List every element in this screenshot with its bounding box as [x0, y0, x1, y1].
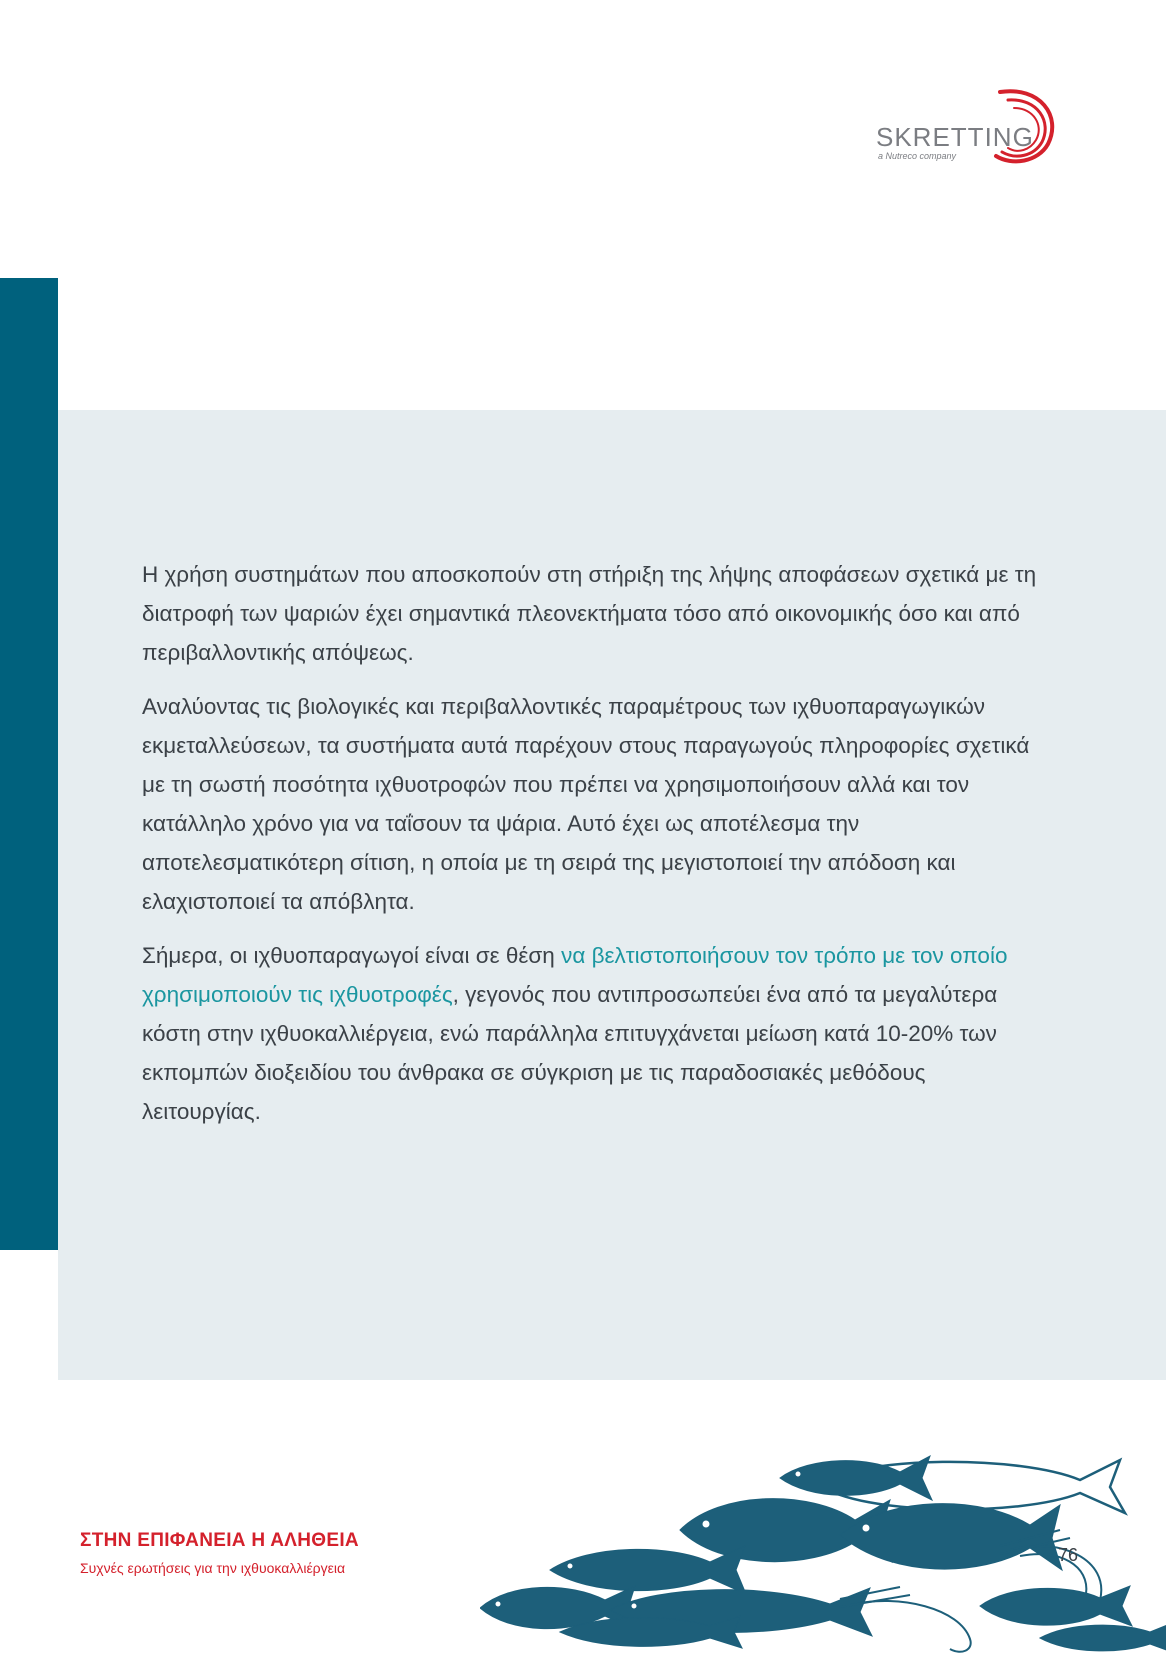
- skretting-logo: [870, 84, 1080, 164]
- fish-icon: [1040, 1624, 1166, 1652]
- logo-tagline: a Nutreco company: [878, 151, 957, 161]
- paragraph-3-highlight: να βελτιστοποιήσουν τον τρόπο με τον οποίο χρησιμοποιούν τις ιχθυοτροφές: [142, 943, 1008, 1007]
- paragraph-2: Αναλύοντας τις βιολογικές και περιβαλλοντικές παραμέτρους των ιχθυοπαραγωγικών εκμεταλλεύσεων, τα συστήματα αυτά παρέχουν στους παραγωγούς πληροφορίες σχετικά με τη σωστή ποσότητα ιχθυοτροφών που πρέπει να χρησιμοποιήσουν αλλά και τον κατάλληλο χρόνο για να ταΐσουν τα ψάρια. Αυτό έχει ως αποτέλεσμα την αποτελεσματικότερη σίτιση, η οποία με τη σειρά της μεγιστοποιεί την απόδοση και ελαχιστοποιεί τα απόβλητα.: [142, 694, 1030, 914]
- footer-subtitle: Συχνές ερωτήσεις για την ιχθυοκαλλιέργεια: [80, 1560, 346, 1576]
- paragraph-3-start: Σήμερα, οι ιχθυοπαραγωγοί είναι σε θέση: [142, 943, 562, 968]
- body-text: [142, 555, 1042, 1146]
- paragraph-3: [142, 936, 1042, 1131]
- logo-swirl-icon: [990, 86, 1062, 166]
- side-accent-bar: [0, 278, 58, 1250]
- fish-illustration: [480, 1430, 1166, 1654]
- paragraph-1: Η χρήση συστημάτων που αποσκοπούν στη στήριξη της λήψης αποφάσεων σχετικά με τη διατροφή των ψαριών έχει σημαντικά πλεονεκτήματα τόσο από οικονομικής όσο και από περιβαλλοντικής απόψεως.: [142, 562, 1037, 665]
- page-number: 76: [1058, 1545, 1079, 1565]
- paragraph-3-end: , γεγονός που αντιπροσωπεύει ένα από τα μεγαλύτερα κόστη στην ιχθυοκαλλιέργεια, ενώ παράλληλα επιτυγχάνεται μείωση κατά 10-20% των εκπομπών διοξειδίου του άνθρακα σε σύγκριση με τις παραδοσιακές μεθόδους λειτουργίας.: [142, 982, 998, 1124]
- logo-brand: SKRETTING: [876, 122, 1034, 152]
- fish-icon: [980, 1586, 1132, 1626]
- footer-title: ΣΤΗΝ ΕΠΙΦΑΝΕΙΑ Η ΑΛΗΘΕΙΑ: [80, 1530, 359, 1551]
- fish-icon: [550, 1546, 746, 1594]
